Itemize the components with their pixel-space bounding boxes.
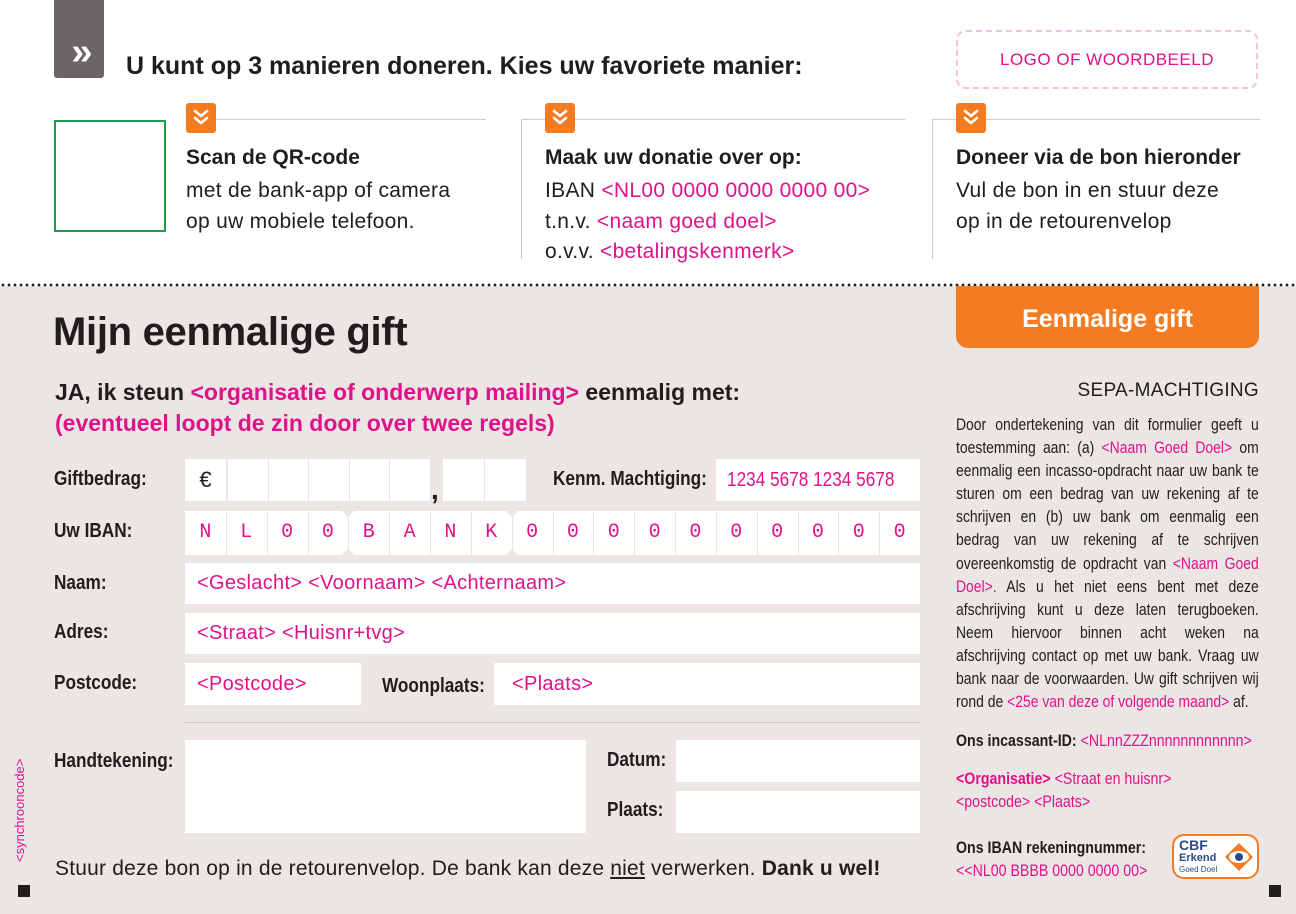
synchro-code: <synchrooncode>	[12, 758, 27, 862]
currency-euro: €	[185, 459, 226, 501]
kenmerk-value: 1234 5678 1234 5678	[727, 469, 895, 491]
step1-line1: met de bank-app of camera	[186, 179, 451, 202]
amount-euros-input[interactable]	[228, 459, 430, 501]
kenmerk-label: Kenm. Machtiging:	[553, 468, 707, 490]
step-divider	[216, 119, 486, 120]
signature-field[interactable]	[185, 740, 586, 833]
woonplaats-label: Woonplaats:	[382, 675, 485, 697]
step-divider	[932, 119, 956, 120]
support-statement: JA, ik steun <organisatie of onderwerp mailing> eenmalig met: (eventueel loopt de zin door over twee regels)	[55, 379, 741, 436]
iban-char: 0	[771, 521, 784, 544]
form-title: Mijn eenmalige gift	[53, 310, 408, 354]
iban-cell-divider	[553, 511, 554, 555]
double-chevron-down-icon	[545, 103, 575, 133]
sepa-title: SEPA-MACHTIGING	[1077, 380, 1259, 401]
iban-char: 0	[321, 521, 334, 544]
plaats-label: Plaats:	[607, 799, 664, 821]
woonplaats-input[interactable]	[494, 663, 920, 705]
headline: U kunt op 3 manieren doneren. Kies uw favoriete manier:	[126, 52, 803, 80]
double-chevron-down-icon	[956, 103, 986, 133]
giftbedrag-label: Giftbedrag:	[54, 468, 147, 490]
iban-cell-divider	[389, 511, 390, 555]
double-chevron-right-icon: »	[54, 0, 104, 78]
naam-value: <Geslacht> <Voornaam> <Achternaam>	[197, 572, 567, 594]
postcode-value: <Postcode>	[197, 673, 307, 695]
woonplaats-value: <Plaats>	[512, 673, 594, 695]
naam-label: Naam:	[54, 572, 107, 594]
step-divider	[986, 119, 1260, 120]
iban-char: 0	[281, 521, 294, 544]
iban-char: 0	[607, 521, 620, 544]
datum-input[interactable]	[676, 740, 920, 782]
footer-instruction: Stuur deze bon op in de retourenvelop. De bank kan deze niet verwerken. Dank u wel!	[55, 857, 881, 880]
naam-input[interactable]	[185, 563, 920, 604]
postcode-label: Postcode:	[54, 672, 138, 694]
org-iban-value: <<NL00 BBBB 0000 0000 00>	[956, 862, 1148, 880]
handtekening-label: Handtekening:	[54, 750, 174, 772]
iban-label: Uw IBAN:	[54, 520, 133, 542]
postcode-input[interactable]	[185, 663, 361, 705]
logo-placeholder: LOGO OF WOORDBEELD	[956, 30, 1258, 89]
step3-line1: Vul de bon in en stuur deze	[956, 179, 1220, 202]
iban-cell-divider	[267, 511, 268, 555]
datum-label: Datum:	[607, 749, 667, 771]
organisation-postcode: <postcode> <Plaats>	[956, 793, 1091, 811]
qr-code-placeholder	[54, 120, 166, 232]
iban-cell-divider	[838, 511, 839, 555]
sepa-legal-text: Door ondertekening van dit formulier geeft u toestemming aan: (a) <Naam Goed Doel> om eenmalig een incasso-opdracht naar uw bank te sturen om een bedrag van uw rekening af te schrijven en (b) uw bank om eenmalig een bedrag van uw rekening af te schrijven overeenkomstig de opdracht van <Naam Goed Doel>. Als u het niet eens bent met deze afschrijving kunt u deze laten terugboeken. Neem hiervoor binnen acht weken na afschrijving contact op met uw bank. Vraag uw bank naar de voorwaarden. Uw gift schrijven wij rond de <25e van deze of volgende maand> af.	[956, 416, 1259, 712]
adres-label: Adres:	[54, 621, 109, 643]
iban-cell-divider	[879, 511, 880, 555]
step-divider	[575, 119, 905, 120]
iban-char: B	[362, 521, 375, 544]
iban-cell-divider	[634, 511, 635, 555]
iban-group-notch	[341, 510, 355, 517]
iban-group-notch	[341, 549, 355, 556]
step1-line2: op uw mobiele telefoon.	[186, 210, 415, 233]
iban-char: N	[199, 521, 212, 544]
organisation-address: <Organisatie> <Straat en huisnr>	[956, 770, 1172, 788]
decimal-separator: ,	[431, 474, 439, 505]
iban-char: 0	[526, 521, 539, 544]
step3-title: Doneer via de bon hieronder	[956, 146, 1241, 169]
iban-char: A	[403, 521, 416, 544]
step2-tnv: t.n.v. <naam goed doel>	[545, 210, 777, 233]
plaats-input[interactable]	[676, 791, 920, 833]
eenmalige-gift-tab: Eenmalige gift	[956, 286, 1259, 348]
iban-cell-divider	[308, 511, 309, 555]
double-chevron-down-icon	[186, 103, 216, 133]
iban-cell-divider	[716, 511, 717, 555]
iban-group-notch	[505, 549, 519, 556]
step3-line2: op in de retourenvelop	[956, 210, 1172, 233]
section-divider	[185, 722, 920, 723]
cbf-erkend-text: Erkend	[1179, 852, 1217, 864]
adres-input[interactable]	[185, 613, 920, 654]
cbf-text: CBF	[1179, 837, 1208, 853]
iban-cell-divider	[593, 511, 594, 555]
iban-cell-divider	[757, 511, 758, 555]
step-divider-vertical	[932, 119, 933, 259]
iban-cell-divider	[675, 511, 676, 555]
iban-char: 0	[730, 521, 743, 544]
cbf-eye-icon	[1222, 839, 1256, 875]
iban-char: 0	[566, 521, 579, 544]
iban-cell-divider	[798, 511, 799, 555]
iban-group-notch	[505, 510, 519, 517]
kenmerk-field[interactable]	[716, 459, 920, 501]
step2-ovv: o.v.v. <betalingskenmerk>	[545, 240, 795, 263]
cbf-erkend-logo	[1172, 834, 1259, 879]
iban-char: K	[485, 521, 498, 544]
step1-title: Scan de QR-code	[186, 146, 360, 169]
step2-title: Maak uw donatie over op:	[545, 146, 802, 169]
iban-char: 0	[648, 521, 661, 544]
iban-cell-divider	[471, 511, 472, 555]
adres-value: <Straat> <Huisnr+tvg>	[197, 622, 406, 644]
incassant-id: Ons incassant-ID: <NLnnZZZnnnnnnnnnnnn>	[956, 732, 1252, 750]
iban-cell-divider	[430, 511, 431, 555]
org-iban-label: Ons IBAN rekeningnummer:	[956, 839, 1147, 857]
registration-mark	[18, 885, 30, 897]
iban-char: 0	[852, 521, 865, 544]
iban-char: L	[240, 521, 253, 544]
step2-iban: IBAN <NL00 0000 0000 0000 00>	[545, 179, 871, 202]
iban-char: 0	[893, 521, 906, 544]
iban-cell-divider	[226, 511, 227, 555]
iban-char: 0	[811, 521, 824, 544]
iban-char: 0	[689, 521, 702, 544]
iban-input[interactable]	[185, 511, 920, 555]
step-divider	[521, 119, 545, 120]
cbf-goed-doel-text: Goed Doel	[1179, 865, 1218, 874]
step-divider-vertical	[521, 119, 522, 259]
registration-mark	[1269, 885, 1281, 897]
amount-cents-input[interactable]	[443, 459, 526, 501]
iban-char: N	[444, 521, 457, 544]
